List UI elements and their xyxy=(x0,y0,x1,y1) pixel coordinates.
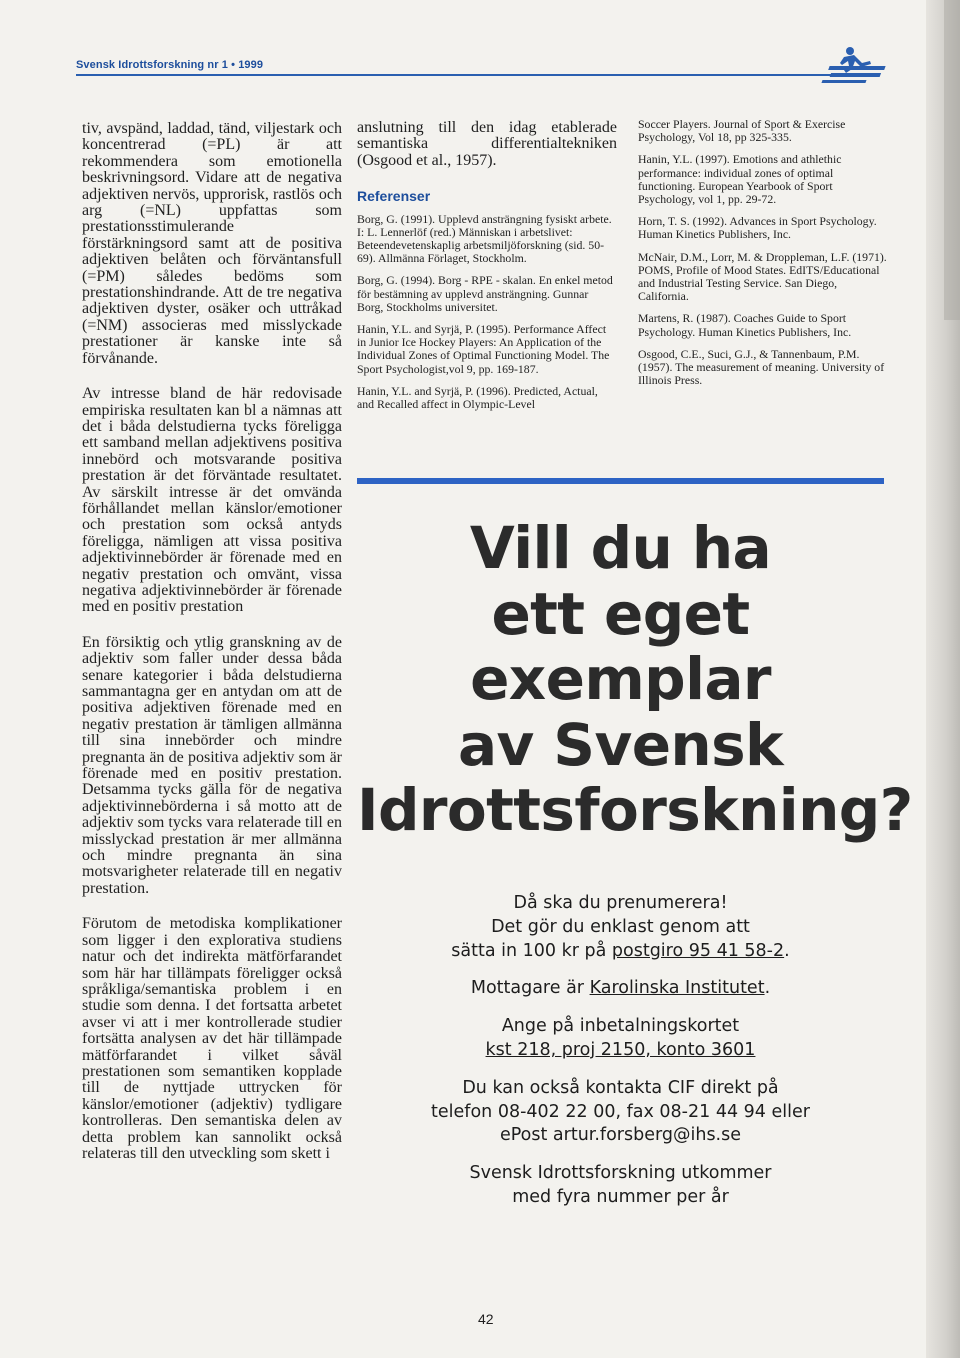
article-paragraph: En försiktig och ytlig granskning av de adjektiv som faller under dessa båda senare kategorier i båda delstudierna sammantagna ger en antydan om att de positiva adjektiven förenade med en negativ prestation är tämligen allmänna till sina innebörder och mindre pregnanta än de positiva adjektiv som är förenade med en positiv prestation. Detsamma tycks gälla för de negativa adjektivinnebörderna i så motto att de adjektiv som tycks vara relaterade till en misslyckad prestation är mer allmänna och mindre pregnanta än sina motsvarigheter relaterade till en negativ prestation. xyxy=(82,633,342,897)
runner-logo-icon xyxy=(818,43,898,85)
payment-block xyxy=(357,1015,884,1063)
article-column-3 xyxy=(638,118,888,396)
ad-text: Då ska du prenumerera! xyxy=(513,893,728,913)
reference-item: Osgood, C.E., Suci, G.J., & Tannenbaum, P.M. (1957). The measurement of meaning. University of Illinois Press. xyxy=(638,346,885,388)
reference-item: Hanin, Y.L. and Syrjä, P. (1996). Predicted, Actual, and Recalled affect in Olympic-Level xyxy=(357,383,598,412)
ad-headline-line: ett eget xyxy=(491,579,750,648)
ad-headline-line: av Svensk xyxy=(457,710,784,779)
ad-headline xyxy=(357,514,913,844)
ad-divider xyxy=(357,478,884,484)
recipient-name: Karolinska Institutet xyxy=(589,978,765,999)
reference-list xyxy=(638,118,888,387)
ad-text: Det gör du enklast genom att xyxy=(491,916,750,937)
ad-text: sätta in 100 kr på xyxy=(451,940,612,961)
ad-text: . xyxy=(784,940,790,961)
article-paragraph: anslutning till den idag etablerade semantiska differentialtekniken (Osgood et al., 1957). xyxy=(357,119,617,169)
ad-text-line xyxy=(357,940,884,964)
article-paragraph: Förutom de metodiska komplikationer som ligger i den explorativa studiens natur och det indirekta mätförfarandet som här har tillämpats föreligger också språkliga/semantiska problem i en studie som denna. I det fortsatta arbetet avser vi att i mer kontrollerade studier fortsätta analysen av det här tillämpade mätförfarandet i vilket såväl prestationen som semantiken kopplade till de nyttjade uttrycken för känslor/emotioner (adjektiv) tydligare kontrolleras. Den semantiska delen av detta problem kan sannolikt också relateras till den utveckling som skett i xyxy=(82,915,342,1162)
ad-text: telefon 08-402 22 00, fax 08-21 44 94 eller xyxy=(431,1101,810,1122)
article-paragraph: tiv, avspänd, laddad, tänd, viljestark och koncentrerad (=PL) är att rekommendera som emotionella beskrivningsord. Vidare att de negativa adjektiven nervös, upprorisk, rastlös och arg (=NL) uppfattas som prestationsstimulerande förstärkningsord samt att de positiva adjektiven belåten och förväntansfull (=PM) således bedöms som prestationshindrande. Att de tre negativa adjektiven dyster, osäker och uttråkad (=NM) associeras med misslyckade prestationer är kanske inte så förvånande. xyxy=(82,120,342,367)
reference-item: Martens, R. (1987). Coaches Guide to Sport Psychology. Human Kinetics Publishers, Inc. xyxy=(638,311,852,339)
reference-item: Horn, T. S. (1992). Advances in Sport Psychology. Human Kinetics Publishers, Inc. xyxy=(638,214,877,242)
ad-text: med fyra nummer per år xyxy=(512,1186,729,1207)
payment-codes: kst 218, proj 2150, konto 3601 xyxy=(485,1039,756,1060)
ad-headline-line: exemplar xyxy=(470,645,771,713)
reference-item: Borg, G. (1991). Upplevd ansträngning fysiskt arbete. I: L. Lennerlöf (red.) Människan i arbetslivet: Beteendevetenskaplig arbetsmiljöforskning (sid. 50-69). Allmänna Förlaget, Stockholm. xyxy=(357,211,612,266)
recipient-block xyxy=(357,977,884,1001)
ad-text: Svensk Idrottsforskning utkommer xyxy=(469,1163,772,1184)
reference-item: Borg, G. (1994). Borg - RPE - skalan. En enkel metod för bestämning av upplevd ansträngning. Gunnar Borg, Stockholms universitet. xyxy=(357,273,613,314)
article-column-2 xyxy=(357,120,617,420)
running-header: Svensk Idrottsforskning nr 1 • 1999 xyxy=(76,59,264,71)
references-heading: Referenser xyxy=(357,188,431,205)
page-number: 42 xyxy=(478,1311,494,1327)
reference-item: McNair, D.M., Lorr, M. & Droppleman, L.F. (1971). POMS, Profile of Mood States. EdITS/Educational and Industrial Testing Service. San Diego, California. xyxy=(638,249,887,304)
ad-text: Mottagare är xyxy=(470,978,590,999)
ad-text: ePost artur.forsberg@ihs.se xyxy=(499,1125,742,1146)
ad-text: Ange på inbetalningskortet xyxy=(501,1016,740,1037)
reference-item: Hanin, Y.L. and Syrjä, P. (1995). Performance Affect in Junior Ice Hockey Players: An Application of the Individual Zones of Optimal Functioning Model. The Sport Psychologist,vol 9, pp. 169-187. xyxy=(357,322,610,376)
reference-list xyxy=(357,213,617,412)
ad-headline-line: Vill du ha xyxy=(469,514,772,582)
frequency-block xyxy=(357,1162,884,1210)
ad-text: . xyxy=(764,978,771,999)
ad-text-line xyxy=(357,977,884,1001)
header-rule xyxy=(76,74,859,76)
page-edge-dark xyxy=(944,0,960,320)
subscription-ad xyxy=(357,892,884,1224)
reference-item: Soccer Players. Journal of Sport & Exercise Psychology, Vol 18, pp 325-335. xyxy=(638,117,846,145)
ad-headline-line: Idrottsforskning? xyxy=(357,776,913,844)
postgiro-number: postgiro 95 41 58-2 xyxy=(611,940,785,961)
article-column-1 xyxy=(82,121,342,1162)
article-paragraph: Av intresse bland de här redovisade empiriska resultaten kan bl a nämnas att det i båda delstudierna tycks föreligga ett samband mellan adjektivens positiva innebörd och motsvarande positiva prestation är det förväntade resultatet. Av särskilt intresse är det omvända förhållandet mellan känslor/emotioner och prestation som också antyds föreligga, nämligen att vissa positiva adjektivinnebörder är förenade med en negativ prestation och omvänt, vissa negativa adjektivinnebörder är förenade med en positiv prestation xyxy=(82,385,342,616)
subscribe-block xyxy=(357,892,884,963)
ad-text: Du kan också kontakta CIF direkt på xyxy=(462,1077,779,1098)
contact-block xyxy=(357,1077,884,1148)
reference-item: Hanin, Y.L. (1997). Emotions and athlethic performance: individual zones of optimal functioning. European Yearbook of Sport Psychology, vol 1, pp. 29-72. xyxy=(638,152,842,207)
